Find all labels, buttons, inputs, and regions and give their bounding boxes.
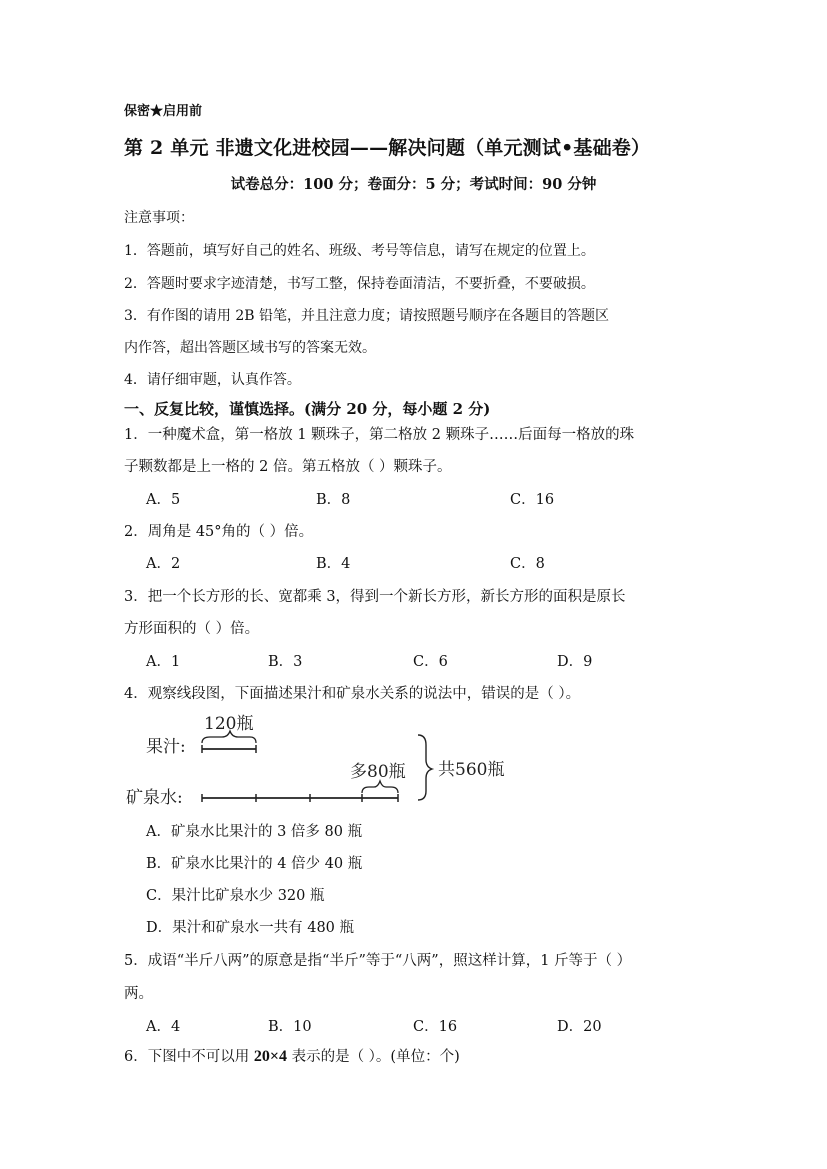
juice-amount-label: 120瓶: [204, 714, 254, 734]
question-6-expression: 20×4: [253, 1048, 287, 1065]
q4-option-a[interactable]: A．矿泉水比果汁的 3 倍多 80 瓶: [146, 824, 363, 840]
question-1-line-2: 子颗数都是上一格的 2 倍。第五格放（ ）颗珠子。: [124, 459, 452, 475]
q5-option-d[interactable]: D．20: [557, 1019, 602, 1035]
page-title: 第 2 单元 非遗文化进校园——解决问题（单元测试•基础卷）: [124, 137, 651, 159]
q1-option-c[interactable]: C．16: [510, 492, 555, 508]
question-6-line-1: [124, 1045, 460, 1066]
note-item: 内作答，超出答题区域书写的答案无效。: [124, 340, 376, 356]
q1-option-b[interactable]: B．8: [316, 492, 351, 508]
q2-option-c[interactable]: C．8: [510, 556, 545, 572]
question-5-line-2: 两。: [124, 986, 153, 1002]
line-segment-diagram: [120, 705, 540, 815]
q1-option-a[interactable]: A．5: [146, 492, 181, 508]
confidential-mark: 保密★启用前: [124, 104, 203, 119]
q2-option-b[interactable]: B．4: [316, 556, 351, 572]
extra-brace: [362, 781, 398, 793]
question-6-prefix: 6．下图中不可以用: [124, 1049, 254, 1065]
q4-option-c[interactable]: C．果汁比矿泉水少 320 瓶: [146, 888, 325, 904]
exam-meta: 试卷总分：100 分；卷面分：5 分；考试时间：90 分钟: [230, 176, 597, 193]
section-heading: 一、反复比较，谨慎选择。(满分 20 分，每小题 2 分): [124, 400, 491, 418]
q3-option-a[interactable]: A．1: [146, 654, 181, 670]
q5-option-a[interactable]: A．4: [146, 1019, 181, 1035]
note-item: 3．有作图的请用 2B 铅笔，并且注意力度；请按照题号顺序在各题目的答题区: [124, 308, 610, 324]
notes-heading: 注意事项：: [124, 210, 194, 226]
question-1-line-1: 1．一种魔术盒，第一格放 1 颗珠子，第二格放 2 颗珠子……后面每一格放的珠: [124, 427, 635, 443]
q4-option-b[interactable]: B．矿泉水比果汁的 4 倍少 40 瓶: [146, 856, 363, 872]
question-3-line-2: 方形面积的（ ）倍。: [124, 621, 260, 637]
q3-option-c[interactable]: C．6: [413, 654, 448, 670]
question-2-line-1: 2．周角是 45°角的（ ）倍。: [124, 524, 314, 540]
water-label: 矿泉水:: [126, 788, 183, 808]
question-3-line-1: 3．把一个长方形的长、宽都乘 3，得到一个新长方形，新长方形的面积是原长: [124, 589, 626, 605]
line-segment-svg: [120, 705, 540, 815]
total-brace: [418, 735, 432, 800]
q5-option-c[interactable]: C．16: [413, 1019, 458, 1035]
q3-option-b[interactable]: B．3: [268, 654, 303, 670]
q2-option-a[interactable]: A．2: [146, 556, 181, 572]
question-5-line-1: 5．成语“半斤八两”的原意是指“半斤”等于“八两”，照这样计算，1 斤等于（ ）: [124, 953, 632, 969]
q4-option-d[interactable]: D．果汁和矿泉水一共有 480 瓶: [146, 920, 355, 936]
juice-label: 果汁:: [146, 737, 186, 757]
note-item: 1．答题前，填写好自己的姓名、班级、考号等信息，请写在规定的位置上。: [124, 243, 595, 259]
question-6-suffix: 表示的是（ ）。(单位：个): [286, 1049, 460, 1065]
note-item: 2．答题时要求字迹清楚，书写工整，保持卷面清洁，不要折叠，不要破损。: [124, 276, 595, 292]
question-4-line-1: 4．观察线段图，下面描述果汁和矿泉水关系的说法中，错误的是（ ）。: [124, 686, 581, 702]
q3-option-d[interactable]: D．9: [557, 654, 593, 670]
q5-option-b[interactable]: B．10: [268, 1019, 312, 1035]
note-item: 4．请仔细审题，认真作答。: [124, 372, 301, 388]
total-label: 共560瓶: [438, 760, 505, 780]
extra-label: 多80瓶: [350, 762, 406, 782]
